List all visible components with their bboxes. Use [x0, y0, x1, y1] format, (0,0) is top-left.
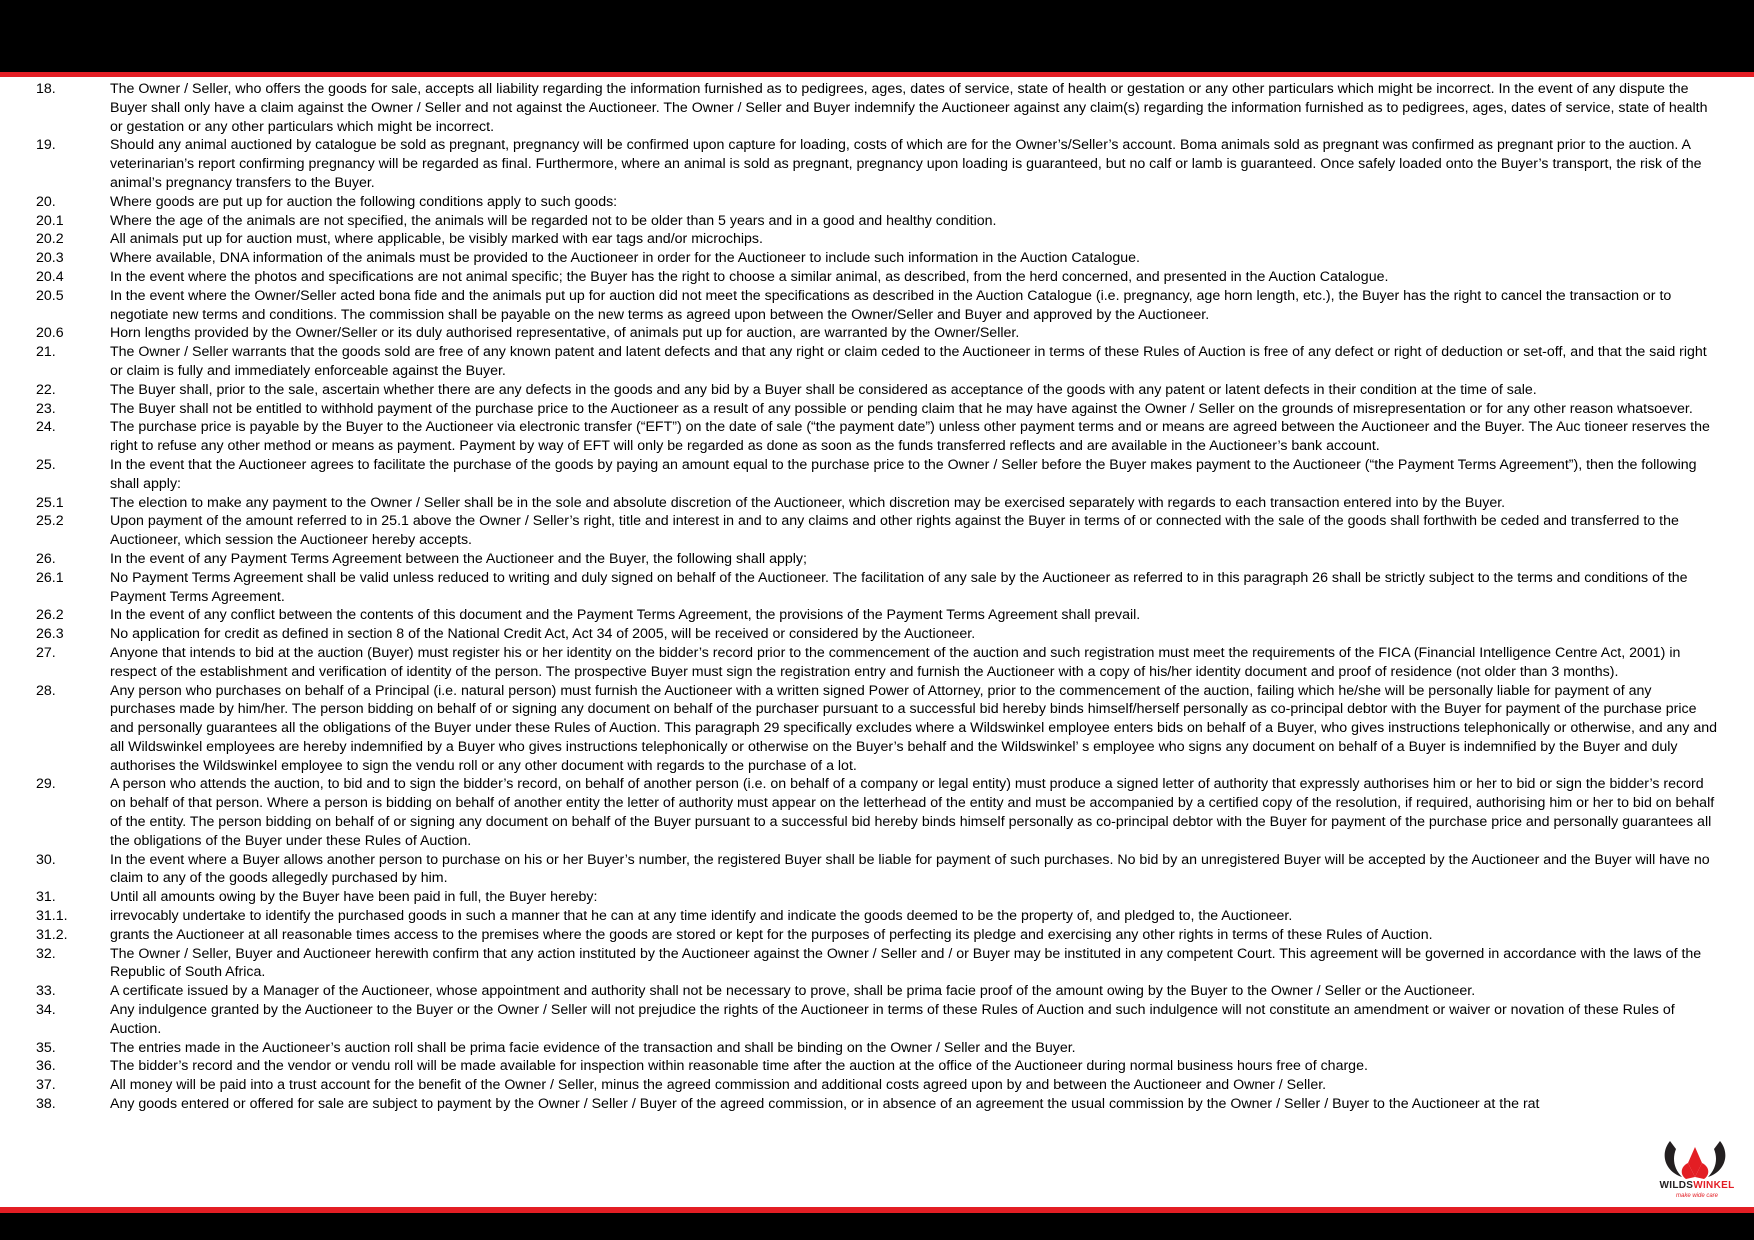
header-bar	[0, 0, 1754, 72]
clause-text: The election to make any payment to the Owner / Seller shall be in the sole and absolute discretion of the Auctioneer, which discretion may be exercised separately with regards to each transaction entered into by the Buyer.	[110, 494, 1506, 511]
clause-number: 26.	[36, 550, 56, 567]
clause-row	[0, 193, 1754, 212]
clause-row	[0, 625, 1754, 644]
clause-number: 20.6	[36, 325, 64, 342]
clause-text: The bidder’s record and the vendor or vendu roll will be made available for inspection within reasonable time after the auction at the office of the Auctioneer during normal business hours free of charge.	[110, 1058, 1368, 1075]
clause-number: 35.	[36, 1039, 56, 1056]
clause-text: All money will be paid into a trust account for the benefit of the Owner / Seller, minus the agreed commission and additional costs agreed upon by and between the Auctioneer and Owner / Seller.	[110, 1077, 1327, 1094]
clause-text: In the event of any conflict between the contents of this document and the Payment Terms Agreement, the provisions of the Payment Terms Agreement shall prevail.	[110, 607, 1141, 624]
clause-number: 21.	[36, 344, 56, 361]
clause-text: Where the age of the animals are not specified, the animals will be regarded not to be older than 5 years and in a good and healthy condition.	[110, 212, 997, 229]
clause-row	[0, 1095, 1754, 1114]
clause-text: The Buyer shall, prior to the sale, ascertain whether there are any defects in the goods and any bid by a Buyer shall be considered as acceptance of the goods with any patent or latent defects in their condition at the time of sale.	[110, 381, 1537, 398]
clause-number: 23.	[36, 400, 56, 417]
clause-text: Where available, DNA information of the animals must be provided to the Auctioneer in order for the Auctioneer to include such information in the Auction Catalogue.	[110, 250, 1140, 267]
clause-row	[0, 851, 1754, 889]
clause-text: Any person who purchases on behalf of a Principal (i.e. natural person) must furnish the Auctioneer with a written signed Power of Attorney, prior to the commencement of the auction, failing which he/she will be personally liable for payment of any purchases made by him/her. The person bidding on behalf of or signing any document on behalf of the purchaser pursuant to a successful bid hereby binds himself/herself personally as co-principal debtor with the Buyer for payment of the purchase price and personally guarantees all the obligations of the Buyer under these Rules of Auction. This paragraph 29 specifically excludes where a Wildswinkel employee enters bids on behalf of a Buyer, who gives instructions telephonically or otherwise, and any and all Wildswinkel employees are hereby indemnified by a Buyer who gives instructions telephonically or otherwise on the Buyer’s behalf and the Wildswinkel’ s employee who signs any document on behalf of a Buyer is indemnified by the Buyer and duly authorises the Wildswinkel employee to sign the vendu roll or any other document with regards to the purchase of a lot.	[110, 682, 1718, 774]
clause-text: Any goods entered or offered for sale are subject to payment by the Owner / Seller / Buyer of the agreed commission, or in absence of an agreement the usual commission by the Owner / Seller / Buyer to the Auctioneer at the rat	[110, 1096, 1540, 1113]
clause-number: 20.1	[36, 212, 64, 229]
clause-number: 20.2	[36, 231, 64, 248]
clause-number: 26.1	[36, 569, 64, 586]
clause-number: 25.	[36, 456, 56, 473]
clause-number: 36.	[36, 1058, 56, 1075]
clause-text: Horn lengths provided by the Owner/Seller or its duly authorised representative, of animals put up for auction, are warranted by the Owner/Seller.	[110, 325, 1020, 342]
clause-row	[0, 80, 1754, 136]
clause-text: Upon payment of the amount referred to in 25.1 above the Owner / Seller’s right, title and interest in and to any claims and other rights against the Buyer in terms of or connected with the sale of the goods shall forthwith be ceded and transferred to the Auctioneer, which session the Auctioneer hereby accepts.	[110, 513, 1679, 549]
clause-number: 25.2	[36, 513, 64, 530]
clause-number: 27.	[36, 644, 56, 661]
clause-row	[0, 945, 1754, 983]
clause-number: 19.	[36, 137, 56, 154]
clause-row	[0, 1057, 1754, 1076]
clause-row	[0, 1039, 1754, 1058]
clause-text: All animals put up for auction must, where applicable, be visibly marked with ear tags and/or microchips.	[110, 231, 763, 248]
clause-row	[0, 550, 1754, 569]
footer-bar	[0, 1213, 1754, 1240]
clause-row	[0, 494, 1754, 513]
clause-row	[0, 400, 1754, 419]
clause-text: The Buyer shall not be entitled to withhold payment of the purchase price to the Auctioneer as a result of any possible or pending claim that he may have against the Owner / Seller on the grounds of misrepresentation or for any other reason whatsoever.	[110, 400, 1693, 417]
clause-number: 37.	[36, 1077, 56, 1094]
clause-number: 31.2.	[36, 926, 68, 943]
clause-number: 28.	[36, 682, 56, 699]
clause-number: 34.	[36, 1002, 56, 1019]
clause-text: Until all amounts owing by the Buyer have been paid in full, the Buyer hereby:	[110, 889, 598, 906]
clause-number: 31.1.	[36, 908, 68, 925]
logo-tagline: make wide care	[1675, 1193, 1719, 1199]
rules-list	[0, 80, 1754, 1114]
clause-row	[0, 606, 1754, 625]
clause-row	[0, 456, 1754, 494]
clause-text: Where goods are put up for auction the following conditions apply to such goods:	[110, 193, 618, 210]
clause-number: 31.	[36, 889, 56, 906]
clause-number: 18.	[36, 81, 56, 97]
clause-number: 26.3	[36, 626, 64, 643]
clause-row	[0, 268, 1754, 287]
clause-number: 26.2	[36, 607, 64, 624]
clause-text: The entries made in the Auctioneer’s auction roll shall be prima facie evidence of the transaction and shall be binding on the Owner / Seller and the Buyer.	[110, 1039, 1076, 1056]
logo-word-red: WINKEL	[1693, 1180, 1735, 1191]
clause-row	[0, 418, 1754, 456]
clause-text: In the event of any Payment Terms Agreement between the Auctioneer and the Buyer, the following shall apply;	[110, 550, 807, 567]
clause-row	[0, 569, 1754, 607]
clause-row	[0, 775, 1754, 850]
clause-row	[0, 212, 1754, 231]
clause-text: A certificate issued by a Manager of the Auctioneer, whose appointment and authority shall not be necessary to prove, shall be prima facie proof of the amount owing by the Buyer to the Owner / Seller or the Auctioneer.	[110, 983, 1476, 1000]
clause-text: Any indulgence granted by the Auctioneer to the Buyer or the Owner / Seller will not prejudice the rights of the Auctioneer in terms of these Rules of Auction and such indulgence will not constitute an amendment or waiver or novation of these Rules of Auction.	[110, 1002, 1675, 1037]
clause-row	[0, 512, 1754, 550]
clause-number: 20.4	[36, 268, 64, 285]
clause-row	[0, 324, 1754, 343]
clause-text: In the event where the photos and specifications are not animal specific; the Buyer has the right to choose a similar animal, as described, from the herd concerned, and presented in the Auction Catalogue.	[110, 268, 1389, 285]
clause-row	[0, 136, 1754, 192]
clause-text: In the event where a Buyer allows another person to purchase on his or her Buyer’s number, the registered Buyer shall be liable for payment of such purchases. No bid by an unregistered Buyer will be accepted by the Auctioneer and the Buyer will have no claim to any of the goods allegedly purchased by him.	[110, 851, 1710, 887]
clause-row	[0, 381, 1754, 400]
clause-row	[0, 907, 1754, 926]
clause-number: 25.1	[36, 494, 64, 511]
clause-number: 20.3	[36, 250, 64, 267]
logo-wordmark	[1652, 1180, 1742, 1191]
clause-text: In the event that the Auctioneer agrees to facilitate the purchase of the goods by paying an amount equal to the purchase price to the Owner / Seller before the Buyer makes payment to the Auctioneer (“the Payment Terms Agreement”), then the following shall apply:	[110, 456, 1697, 492]
logo-word-dark: WILDS	[1659, 1180, 1694, 1191]
clause-row	[0, 926, 1754, 945]
clause-text: A person who attends the auction, to bid and to sign the bidder’s record, on behalf of another person (i.e. on behalf of a company or legal entity) must produce a signed letter of authority that expressly authorises him or her to bid or sign the bidder’s record on behalf of that person. Where a person is bidding on behalf of another entity the letter of authority must appear on the letterhead of the entity and must be accompanied by a certified copy of the resolution, if required, authorising him or her to bid on behalf of the entity. The person bidding on behalf of or signing any document on behalf of the Buyer pursuant to a successful bid hereby binds himself personally as co-principal debtor with the Buyer for payment of the purchase price and personally guarantees all the obligations of the Buyer under these Rules of Auction.	[110, 776, 1715, 849]
clause-number: 33.	[36, 983, 56, 1000]
clause-text: The Owner / Seller warrants that the goods sold are free of any known patent and latent defects and that any right or claim ceded to the Auctioneer in terms of these Rules of Auction is free of any defect or right of deduction or set-off, and that the said right or claim is fully and immediately enforceable against the Buyer.	[110, 344, 1707, 379]
clause-row	[0, 249, 1754, 268]
clause-row	[0, 888, 1754, 907]
clause-number: 38.	[36, 1096, 56, 1113]
clause-number: 20.5	[36, 287, 64, 304]
clause-text: The purchase price is payable by the Buyer to the Auctioneer via electronic transfer (“EFT”) on the date of sale (“the payment date”) unless other payment terms and or means are agreed between the Auctioneer and the Buyer. The Auc tioneer reserves the right to refuse any other method or means as payment. Payment by way of EFT will only be regarded as done as soon as the funds transferred reflects and are available in the Auctioneer’s bank account.	[110, 419, 1710, 455]
clause-number: 32.	[36, 945, 56, 962]
clause-text: In the event where the Owner/Seller acted bona fide and the animals put up for auction did not meet the specifications as described in the Auction Catalogue (i.e. pregnancy, age horn length, etc.), the Buyer has the right to cancel the transaction or to negotiate new terms and conditions. The commission shall be payable on the new terms as agreed upon between the Owner/Seller and Buyer and approved by the Auctioneer.	[110, 287, 1672, 323]
clause-number: 20.	[36, 193, 56, 210]
clause-text: No application for credit as defined in section 8 of the National Credit Act, Act 34 of 2005, will be received or considered by the Auctioneer.	[110, 626, 976, 643]
clause-text: Anyone that intends to bid at the auction (Buyer) must register his or her identity on the bidder’s record prior to the commencement of the auction and such registration must meet the requirements of the FICA (Financial Intelligence Centre Act, 2001) in respect of the establishment and verification of identity of the person. The prospective Buyer must sign the registration entry and furnish the Auctioneer with a copy of his/her identity document and proof of residence (not older than 3 months).	[110, 644, 1681, 680]
clause-row	[0, 287, 1754, 325]
clause-row	[0, 1001, 1754, 1039]
clause-number: 22.	[36, 381, 56, 398]
clause-number: 24.	[36, 419, 56, 436]
clause-text: The Owner / Seller, Buyer and Auctioneer herewith confirm that any action instituted by the Auctioneer against the Owner / Seller and / or Buyer may be instituted in any competent Court. This agreement will be governed in accordance with the laws of the Republic of South Africa.	[110, 945, 1702, 981]
clause-row	[0, 644, 1754, 682]
clause-row	[0, 1076, 1754, 1095]
clause-number: 30.	[36, 851, 56, 868]
clause-row	[0, 982, 1754, 1001]
clause-text: irrevocably undertake to identify the purchased goods in such a manner that he can at any time identify and indicate the goods deemed to be the property of, and pledged to, the Auctioneer.	[110, 908, 1293, 925]
clause-row	[0, 343, 1754, 381]
clause-text: No Payment Terms Agreement shall be valid unless reduced to writing and duly signed on behalf of the Auctioneer. The facilitation of any sale by the Auctioneer as referred to in this paragraph 26 shall be strictly subject to the terms and conditions of the Payment Terms Agreement.	[110, 569, 1688, 605]
clause-row	[0, 682, 1754, 776]
clause-number: 29.	[36, 776, 56, 793]
clause-text: The Owner / Seller, who offers the goods for sale, accepts all liability regarding the information furnished as to pedigrees, ages, dates of service, state of health or gestation or any other particulars which might be incorrect. In the event of any dispute the Buyer shall only have a claim against the Owner / Seller and not against the Auctioneer. The Owner / Seller and Buyer indemnify the Auctioneer against any claim(s) regarding the information furnished as to pedigrees, ages, dates of service, state of health or gestation or any other particulars which might be incorrect.	[110, 81, 1708, 135]
clause-text: grants the Auctioneer at all reasonable times access to the premises where the goods are stored or kept for the purposes of perfecting its pledge and exercising any other rights in terms of these Rules of Auction.	[110, 926, 1433, 943]
clause-text: Should any animal auctioned by catalogue be sold as pregnant, pregnancy will be confirmed upon capture for loading, costs of which are for the Owner’s/Seller’s account. Boma animals sold as pregnant was confirmed as pregnant prior to the auction. A veterinarian’s report confirming pregnancy will be regarded as final. Furthermore, where an animal is sold as pregnant, pregnancy upon loading is guaranteed, but no calf or lamb is guaranteed. Once safely loaded onto the Buyer’s transport, the risk of the animal’s pregnancy transfers to the Buyer.	[110, 137, 1702, 191]
header-accent-line	[0, 72, 1754, 77]
clause-row	[0, 230, 1754, 249]
